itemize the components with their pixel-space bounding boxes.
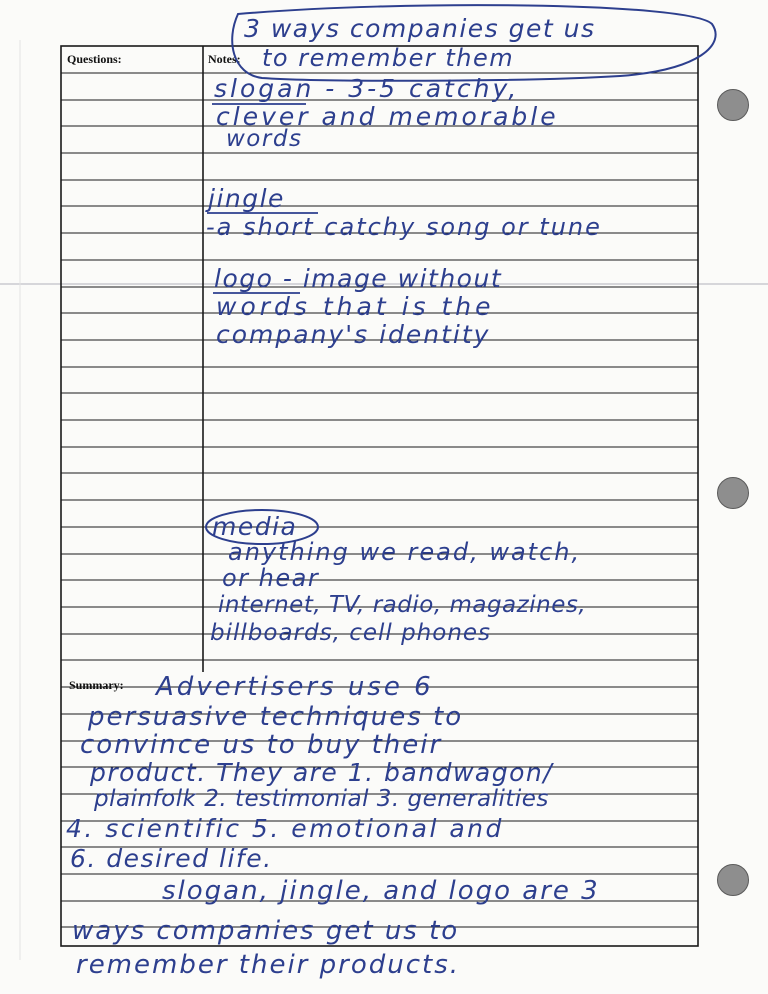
notes-label: Notes: [208,52,241,66]
jingle-definition: -a short catchy song or tune [206,213,602,241]
summary-label: Summary: [69,678,124,692]
media-line-4: billboards, cell phones [210,620,492,646]
binder-hole-middle [717,477,749,509]
logo-line-2: words that is the [216,292,495,321]
media-heading: media [212,512,298,541]
summary-line-3: convince us to buy their [80,730,443,760]
slogan-line-3: words [226,126,303,152]
logo-line-1: logo - image without [214,264,503,293]
slogan-line-1: slogan - 3-5 catchy, [214,74,520,103]
slogan-line-2: clever and memorable [216,102,559,131]
summary-line-4: product. They are 1. bandwagon/ [90,758,554,787]
summary-line-9: ways companies get us to [72,916,460,946]
summary-line-2: persuasive techniques to [88,702,464,732]
binder-hole-top [717,89,749,121]
summary-line-6: 4. scientific 5. emotional and [66,814,504,843]
notes-title-line-1: 3 ways companies get us [244,14,596,43]
logo-line-3: company's identity [216,320,491,349]
notes-title-line-2: to remember them [262,44,515,72]
summary-line-8: slogan, jingle, and logo are 3 [162,876,600,906]
jingle-heading: jingle [208,184,285,213]
media-line-2: or hear [222,564,320,592]
questions-label: Questions: [67,52,122,66]
summary-line-10: remember their products. [76,950,461,980]
binder-hole-bottom [717,864,749,896]
summary-line-7: 6. desired life. [70,844,273,873]
summary-line-5: plainfolk 2. testimonial 3. generalities [94,786,549,812]
media-line-3: internet, TV, radio, magazines, [218,592,587,618]
media-line-1: anything we read, watch, [228,538,582,566]
summary-line-1: Advertisers use 6 [156,672,434,702]
